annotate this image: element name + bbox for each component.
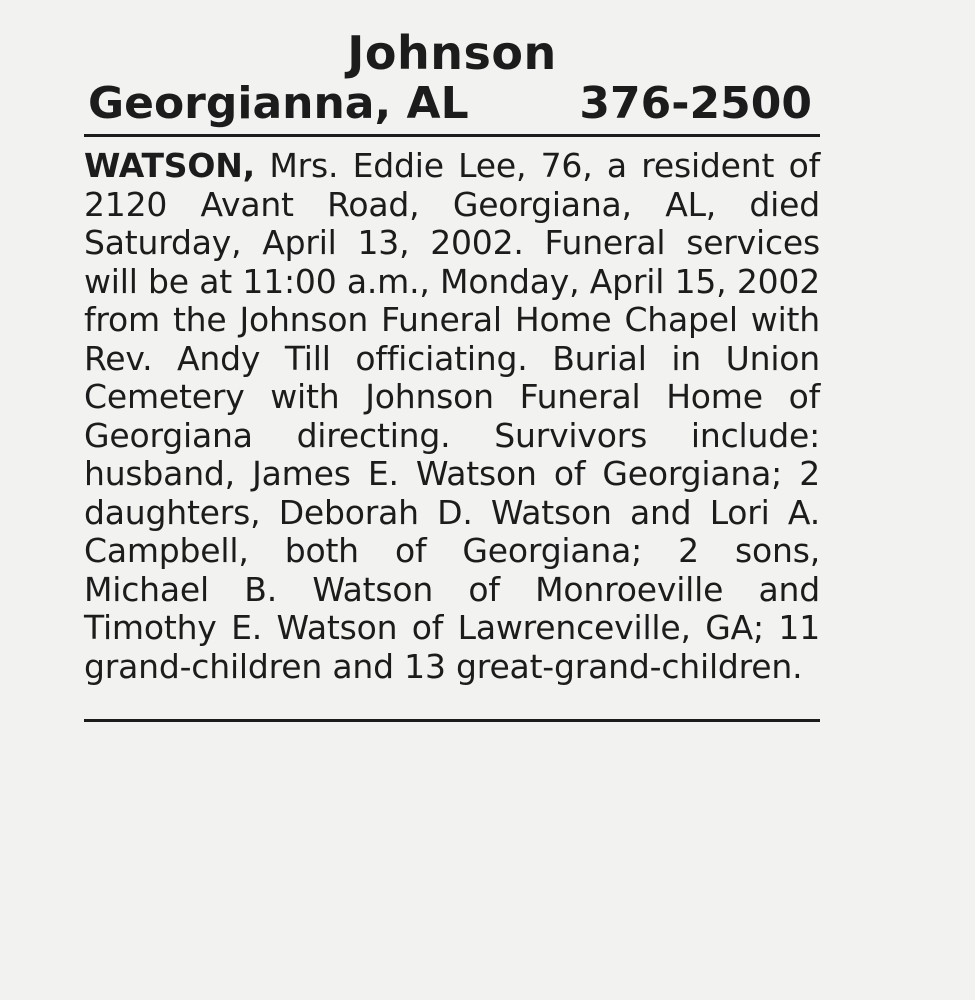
obituary-body: Mrs. Eddie Lee, 76, a resident of 2120 Avant Road, Georgiana, AL, died Saturday, April 13, 2002. Funeral services will be at 11:00 a.m., Monday, April 15, 2002 from the Johnson Funeral Home Chapel with Rev. Andy Till officiating. Burial in Union Cemetery with Johnson Funeral Home of Georgiana directing. Survivors include: husband, James E. Watson of Georgiana; 2 daughters, Deborah D. Watson and Lori A. Campbell, both of Georgiana; 2 sons, Michael B. Watson of Monroeville and Timothy E. Watson of Lawrenceville, GA; 11 grand-children and 13 great-grand-children. <box>84 146 820 686</box>
funeral-home-header <box>84 26 820 129</box>
header-divider <box>84 134 820 137</box>
funeral-home-name: Johnson <box>347 26 557 80</box>
obituary-text <box>84 147 820 686</box>
footer-divider <box>84 719 820 722</box>
funeral-home-phone: 376-2500 <box>579 78 812 129</box>
funeral-home-location: Georgianna, AL <box>88 78 469 129</box>
funeral-home-contact <box>84 78 820 129</box>
obituary-clipping <box>84 26 820 722</box>
deceased-surname: WATSON, <box>84 146 255 185</box>
